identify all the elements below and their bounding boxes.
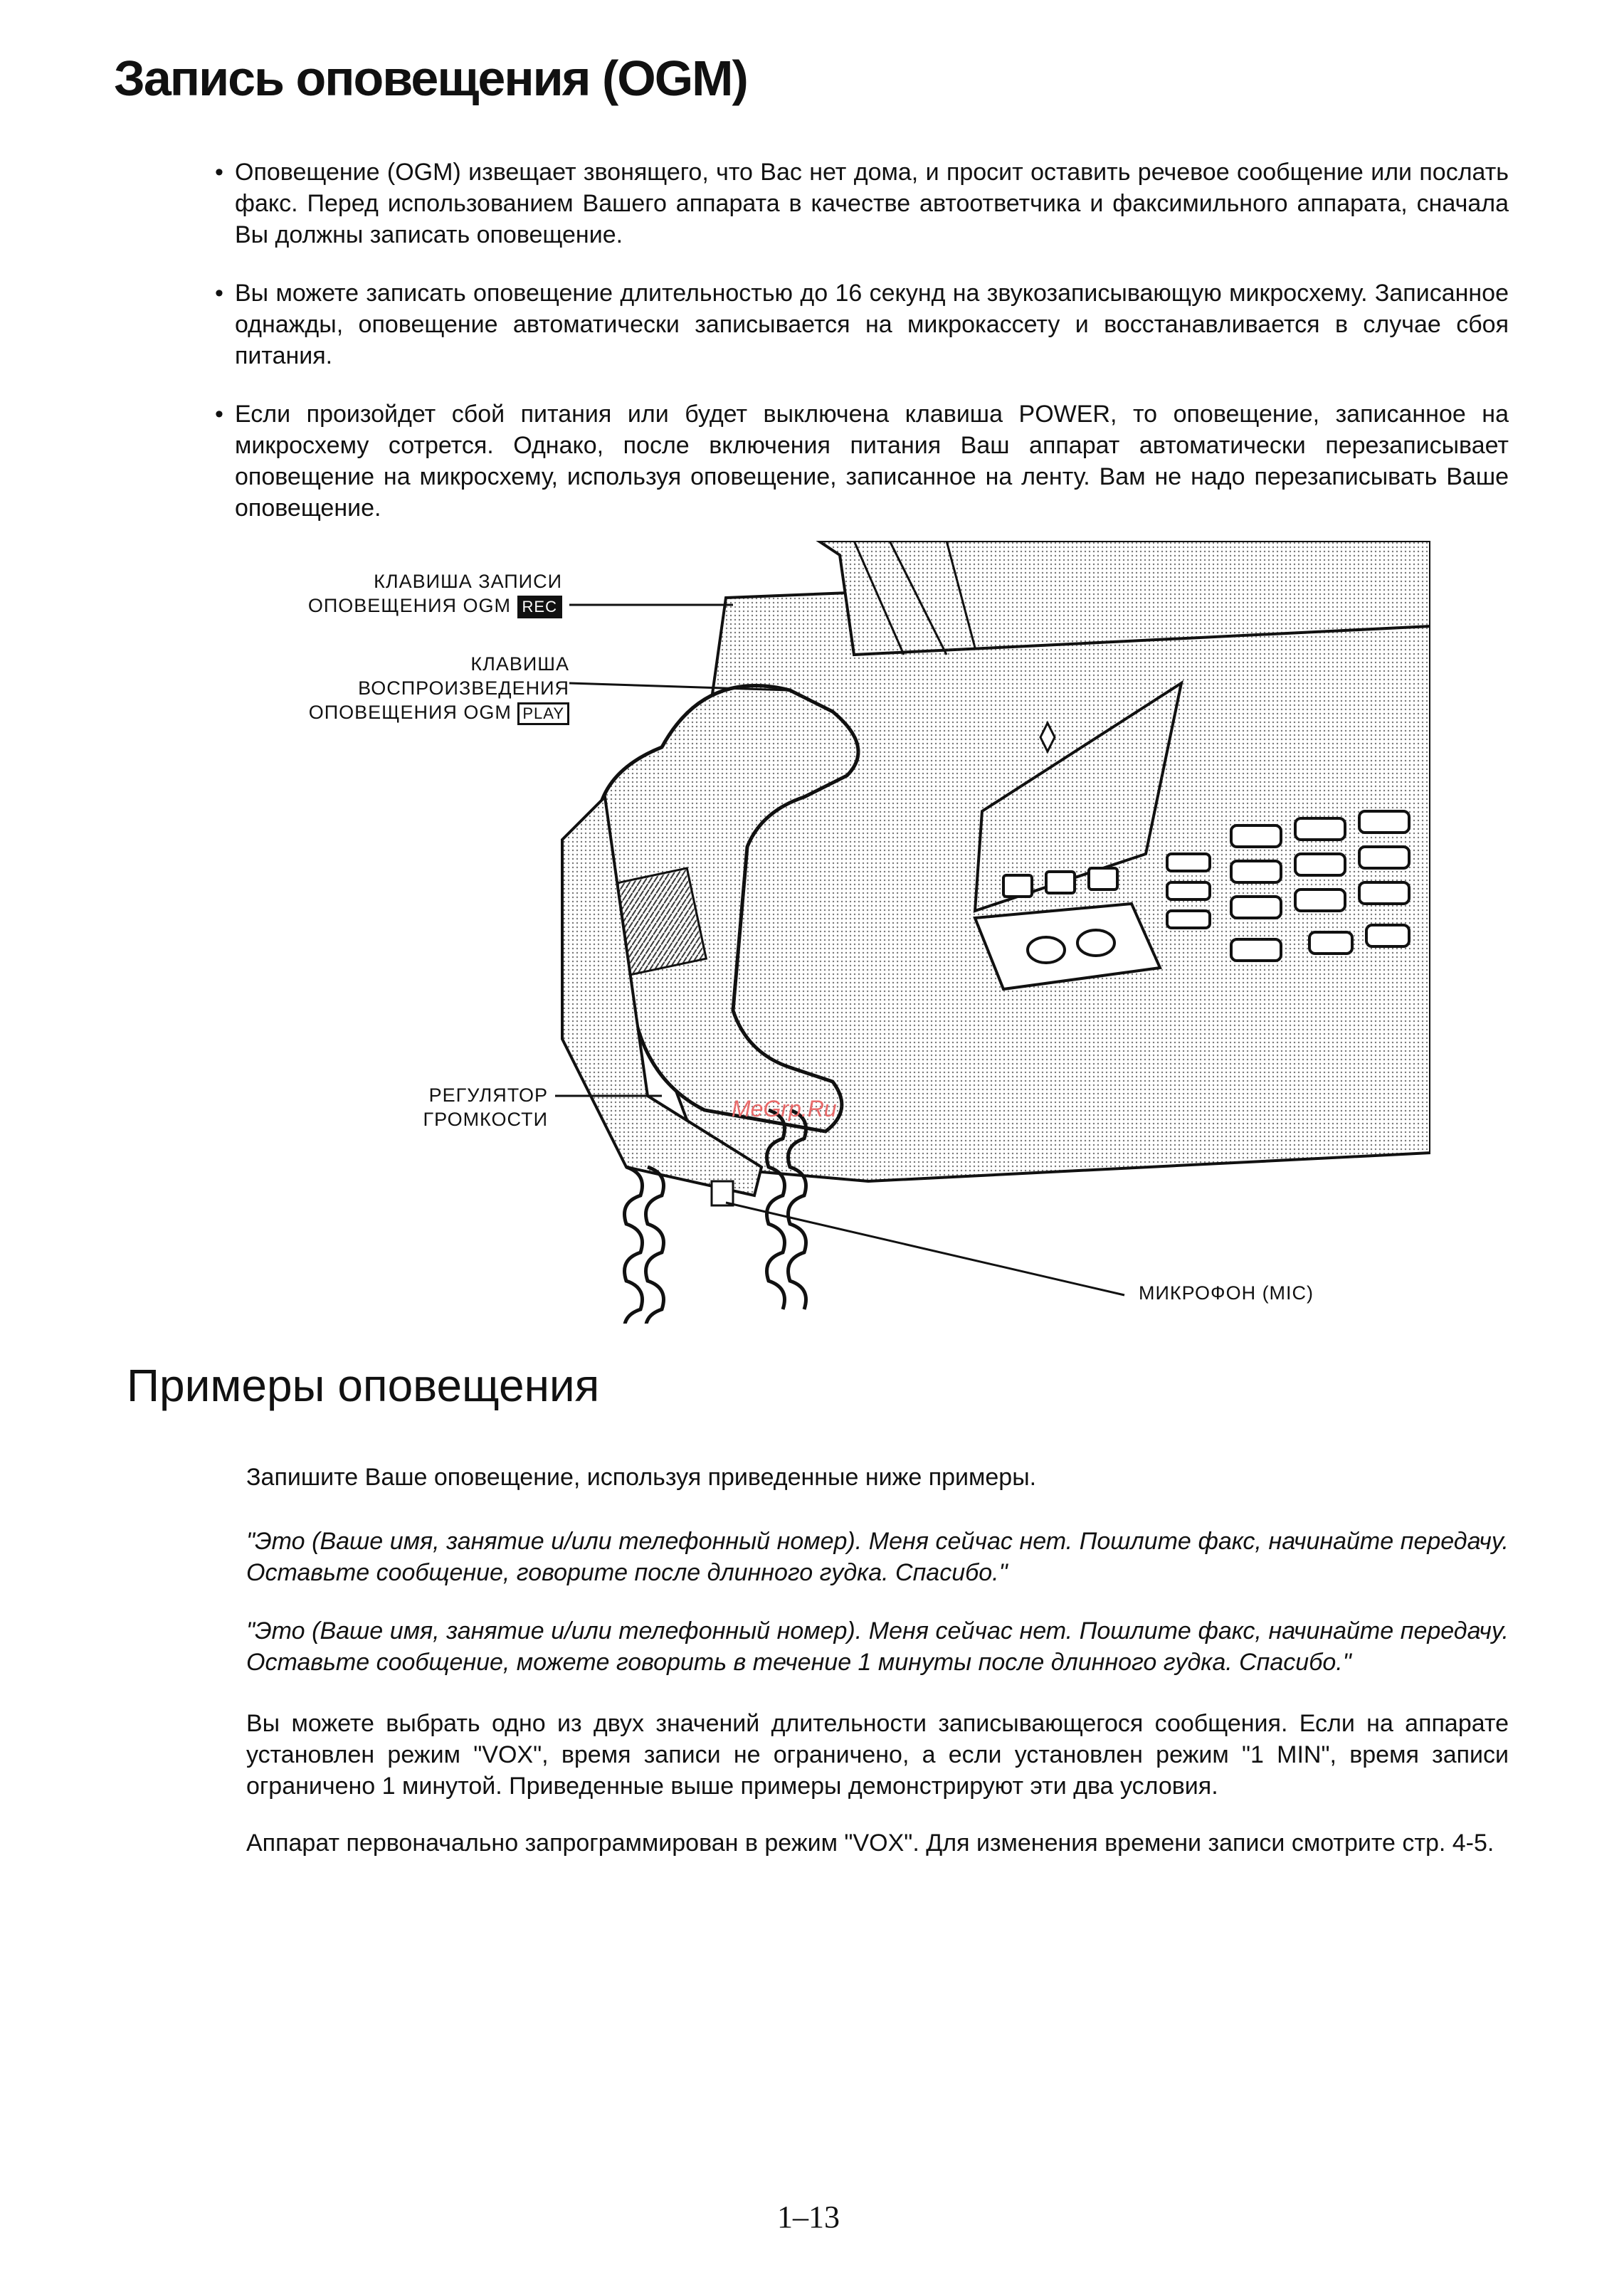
callout-rec-line2: ОПОВЕЩЕНИЯ OGM xyxy=(307,595,512,616)
bullet-item: • Оповещение (OGM) извещает звонящего, что Вас нет дома, и просит оставить речевое сообщение или послать факс. Перед использованием Вашего аппарата в качестве автоответчика и факсимильного аппарата, сначала Вы должны записать оповещение. xyxy=(235,157,1509,250)
callout-volume-line1: РЕГУЛЯТОР xyxy=(428,1084,548,1106)
section-heading: Примеры оповещения xyxy=(127,1360,600,1411)
duration-note: Вы можете выбрать одно из двух значений длительности записывающегося сообщения. Если на аппарате установлен режим "VOX", время записи не ограничено, а если установлен режим "1 MIN", время записи ограничено 1 минутой. Приведенные выше примеры демонстрируют эти два условия. xyxy=(246,1710,1509,1800)
example-quote-1: "Это (Ваше имя, занятие и/или телефонный номер). Меня сейчас нет. Пошлите факс, начинайте передачу. Оставьте сообщение, говорите после длинного гудка. Спасибо." xyxy=(246,1528,1509,1586)
play-key-badge: PLAY xyxy=(517,702,569,725)
callout-play-line2: ОПОВЕЩЕНИЯ OGM xyxy=(308,702,512,723)
callout-mic-label: МИКРОФОН (MIC) xyxy=(1139,1282,1314,1304)
callout-rec-line1: КЛАВИША ЗАПИСИ xyxy=(374,571,562,592)
intro-bullet-list xyxy=(235,157,1509,551)
page-number: 1–13 xyxy=(777,2200,840,2234)
rec-key-badge: REC xyxy=(517,596,562,618)
bullet-item: • Если произойдет сбой питания или будет выключена клавиша POWER, то оповещение, записанное на микросхему сотрется. Однако, после включения питания Ваш аппарат автоматически перезаписывает оповещение на микросхему, используя оповещение, записанное на ленту. Вам не надо перезаписывать Ваше оповещение. xyxy=(235,398,1509,524)
page-title: Запись оповещения (OGM) xyxy=(114,51,747,106)
default-mode-note: Аппарат первоначально запрограммирован в режим "VOX". Для изменения времени записи смотрите стр. 4-5. xyxy=(246,1830,1494,1857)
watermark: MeGrp.Ru xyxy=(732,1096,837,1121)
callout-volume-line2: ГРОМКОСТИ xyxy=(423,1109,548,1130)
example-quote-2: "Это (Ваше имя, занятие и/или телефонный номер). Меня сейчас нет. Пошлите факс, начинайте передачу. Оставьте сообщение, можете говорить в течение 1 минуты после длинного гудка. Спасибо." xyxy=(246,1617,1509,1676)
callout-play-line1: КЛАВИША ВОСПРОИЗВЕДЕНИЯ xyxy=(358,653,569,699)
examples-intro: Запишите Ваше оповещение, используя приведенные ниже примеры. xyxy=(246,1464,1037,1491)
fax-machine-illustration xyxy=(520,541,1430,1324)
bullet-item: • Вы можете записать оповещение длительностью до 16 секунд на звукозаписывающую микросхему. Записанное однажды, оповещение автоматически записывается на микрокассету и восстанавливается в случае сбоя питания. xyxy=(235,278,1509,371)
